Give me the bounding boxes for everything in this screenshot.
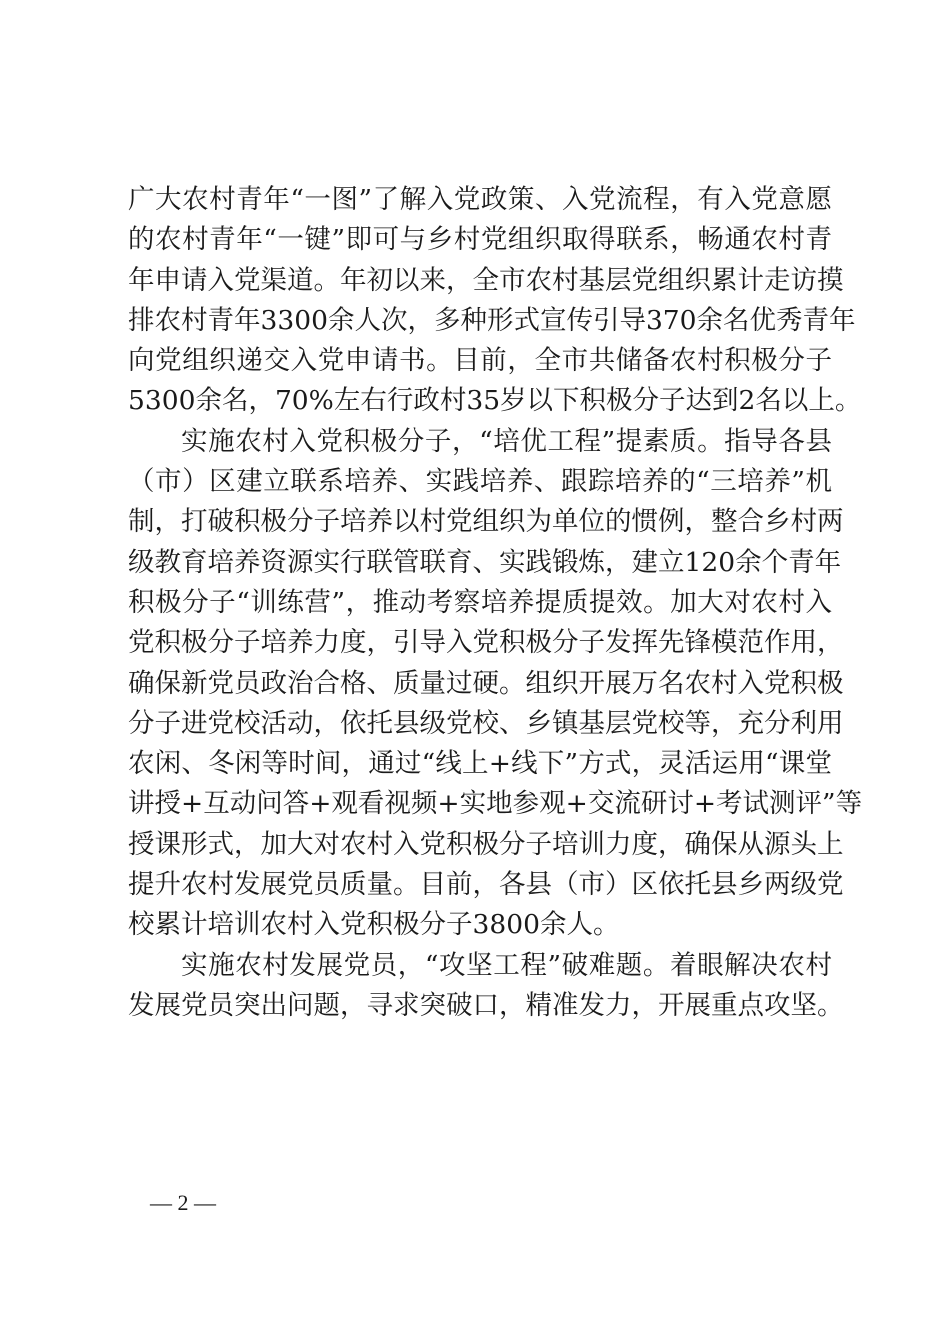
paragraph-1 xyxy=(128,180,862,422)
paragraph-3 xyxy=(128,946,844,1027)
paragraph-2 xyxy=(128,422,863,946)
text-line: 党积极分子培养力度，引导入党积极分子发挥先锋模范作用， xyxy=(128,627,844,659)
text-line: 排农村青年3300余人次，多种形式宣传引导370余名优秀青年 xyxy=(128,304,856,336)
text-line: 校累计培训农村入党积极分子3800余人。 xyxy=(128,909,620,941)
text-line: 分子进党校活动，依托县级党校、乡镇基层党校等，充分利用 xyxy=(128,707,844,739)
text-line: 确保新党员政治合格、质量过硬。组织开展万名农村入党积极 xyxy=(128,667,844,699)
text-line: 实施农村入党积极分子，“培优工程”提素质。指导各县 xyxy=(181,425,832,457)
document-body xyxy=(128,180,863,1026)
text-line: 农闲、冬闲等时间，通过“线上+线下”方式，灵活运用“课堂 xyxy=(128,748,832,780)
text-line: 积极分子“训练营”，推动考察培养提质提效。加大对农村入 xyxy=(128,586,832,618)
text-line: 年申请入党渠道。年初以来，全市农村基层党组织累计走访摸 xyxy=(128,264,844,296)
page-number: — 2 — xyxy=(150,1190,216,1215)
text-line: 讲授+互动问答+观看视频+实地参观+交流研讨+考试测评”等 xyxy=(128,788,863,820)
text-line: 向党组织递交入党申请书。目前，全市共储备农村积极分子 xyxy=(128,345,832,377)
text-line: 授课形式，加大对农村入党积极分子培训力度，确保从源头上 xyxy=(128,828,844,860)
text-line: 级教育培养资源实行联管联育、实践锻炼，建立120余个青年 xyxy=(128,546,842,578)
text-line: 提升农村发展党员质量。目前，各县（市）区依托县乡两级党 xyxy=(128,869,844,901)
text-line: 广大农村青年“一图”了解入党政策、入党流程，有入党意愿 xyxy=(128,184,832,215)
text-line: 制，打破积极分子培养以村党组织为单位的惯例，整合乡村两 xyxy=(128,506,844,538)
text-line: 的农村青年“一键”即可与乡村党组织取得联系，畅通农村青 xyxy=(128,224,832,256)
text-line: 发展党员突出问题，寻求突破口，精准发力，开展重点攻坚。 xyxy=(128,989,844,1021)
text-line: 5300余名，70%左右行政村35岁以下积极分子达到2名以上。 xyxy=(128,385,862,417)
text-line: （市）区建立联系培养、实践培养、跟踪培养的“三培养”机 xyxy=(128,466,832,498)
text-line: 实施农村发展党员，“攻坚工程”破难题。着眼解决农村 xyxy=(181,949,832,981)
